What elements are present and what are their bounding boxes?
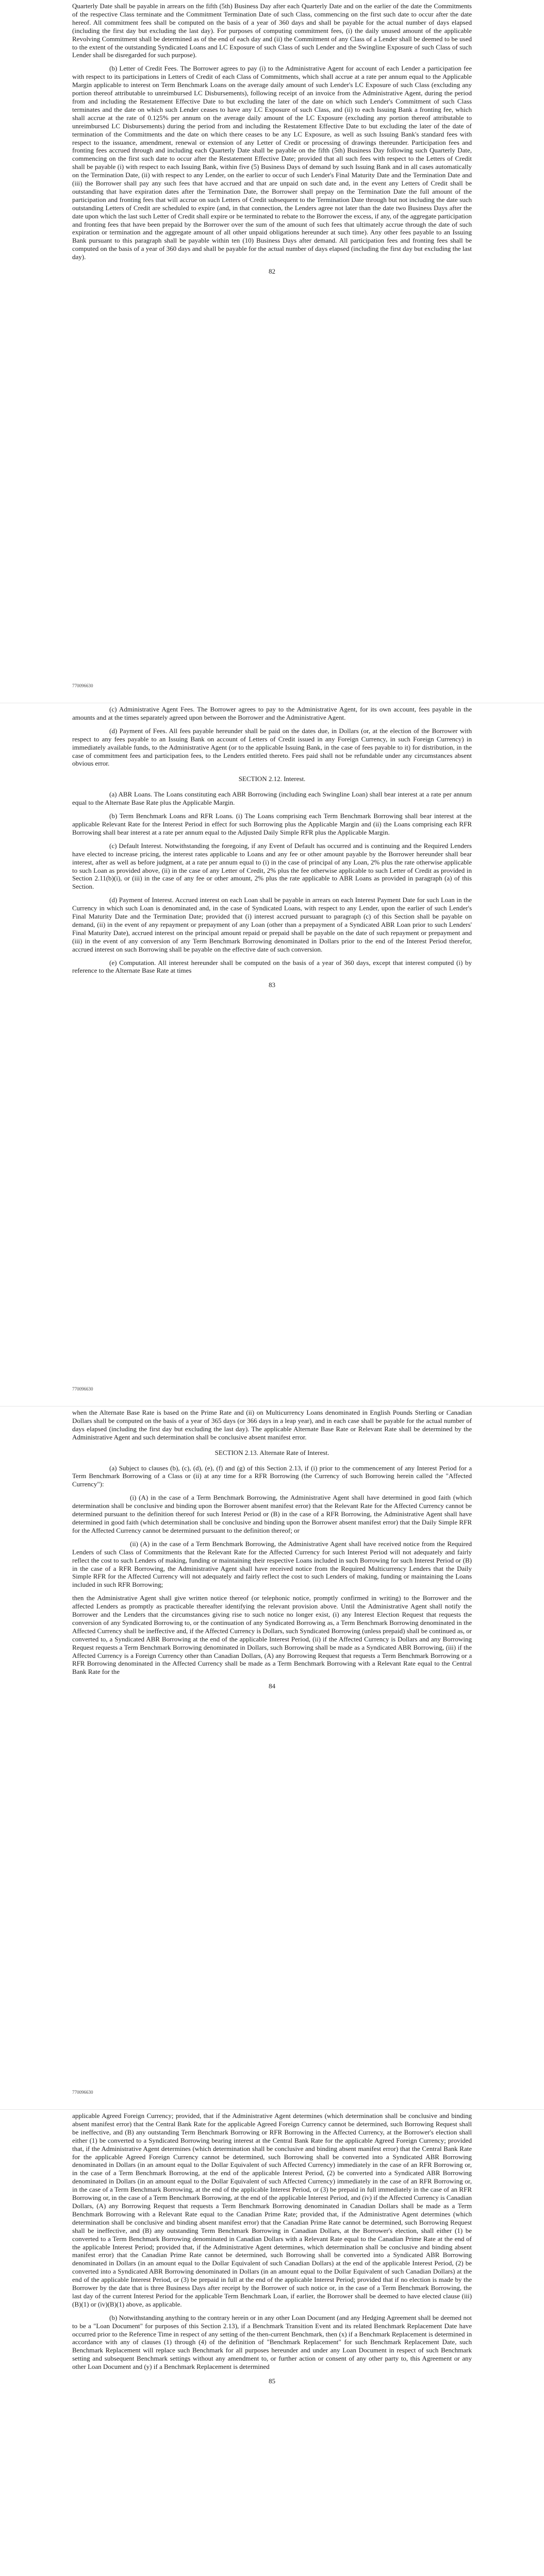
- paragraph: (a) Subject to clauses (b), (c), (d), (e), (f) and (g) of this Section 2.13, if (i) prior to the commencement of any Interest Period for a Term Benchmark Borrowing of a Class or (ii) at any time for a RFR Borrowing (the Currency of such Borrowing herein called the "Affected Currency"):: [72, 1464, 472, 1488]
- paragraph: then the Administrative Agent shall give written notice thereof (or telephonic notice, promptly confirmed in writing) to the Borrower and the affected Lenders as promptly as practicable thereafter identifying the relevant provision above. Until the Administrative Agent shall notify the Borrower and the Lenders that the circumstances giving rise to such notice no longer exist, (i) any Interest Election Request that requests the conversion of any Syndicated Borrowing to, or the continuation of any Syndicated Borrowing as, a Term Benchmark Borrowing denominated in the Affected Currency shall be ineffective and, if the Affected Currency is Dollars, such Syndicated Borrowing (unless prepaid) shall be continued as, or converted to, a Syndicated ABR Borrowing at the end of the applicable Interest Period, (ii) if the Affected Currency is Dollars and any Borrowing Request requests a Term Benchmark Borrowing denominated in Dollars, such Borrowing shall be made as a Syndicated ABR Borrowing, (iii) if the Affected Currency is a Foreign Currency other than Canadian Dollars, (A) any Borrowing Request that requests a Term Benchmark Borrowing or a RFR Borrowing denominated in the Affected Currency shall be made as a Term Benchmark Borrowing with a Relevant Rate equal to the Central Bank Rate for the: [72, 1594, 472, 1676]
- paragraph: (d) Payment of Fees. All fees payable hereunder shall be paid on the dates due, in Dollars (or, at the election of the Borrower with respect to any fees payable to an Issuing Bank on account of Letters of Credit issued in any Foreign Currency, in such Foreign Currency) in immediately available funds, to the Administrative Agent (or to the applicable Issuing Bank, in the case of fees payable to it) for distribution, in the case of commitment fees and participation fees, to the Lenders entitled thereto. Fees paid shall not be refundable under any circumstances absent obvious error.: [72, 726, 472, 768]
- page-number: 83: [269, 981, 275, 989]
- paragraph: (a) ABR Loans. The Loans constituting each ABR Borrowing (including each Swingline Loan) shall bear interest at a rate per annum equal to the Alternate Base Rate plus the Applicable Margin.: [72, 790, 472, 807]
- page-number: 84: [269, 1682, 275, 1690]
- paragraph: (b) Notwithstanding anything to the contrary herein or in any other Loan Document (and any Hedging Agreement shall be deemed not to be a "Loan Document" for purposes of this Section 2.13), if a Benchmark Transition Event and its related Benchmark Replacement Date have occurred prior to the Reference Time in respect of any setting of the then-current Benchmark, then (x) if a Benchmark Replacement is determined in accordance with any of clauses (1) through (4) of the definition of "Benchmark Replacement" for such Benchmark Replacement Date, such Benchmark Replacement will replace such Benchmark for all purposes hereunder and under any Loan Document in respect of such Benchmark setting and subsequent Benchmark settings without any amendment to, or further action or consent of any other party to, this Agreement or any other Loan Document and (y) if a Benchmark Replacement is determined: [72, 2313, 472, 2371]
- paragraph: when the Alternate Base Rate is based on the Prime Rate and (ii) on Multicurrency Loans denominated in English Pounds Sterling or Canadian Dollars shall be computed on the basis of a year of 365 days (or 366 days in a leap year), and in each case shall be payable for the actual number of days elapsed (including the first day but excluding the last day). The applicable Alternate Base Rate or Relevant Rate shall be determined by the Administrative Agent and such determination shall be conclusive absent manifest error.: [72, 1409, 472, 1441]
- paragraph: (ii) (A) in the case of a Term Benchmark Borrowing, the Administrative Agent shall have received notice from the Required Lenders of such Class of Commitments that the Relevant Rate for the Affected Currency for such Interest Period will not adequately and fairly reflect the cost to such Lenders of making, funding or maintaining their respective Loans included in such Borrowing for such Interest Period or (B) in the case of a RFR Borrowing, the Administrative Agent shall have received notice from the Required Multicurrency Lenders that the Daily Simple RFR for the Affected Currency will not adequately and fairly reflect the cost to such Lenders of making, funding or maintaining the Loans included in such RFR Borrowing;: [72, 1539, 472, 1589]
- paragraph: (i) (A) in the case of a Term Benchmark Borrowing, the Administrative Agent shall have determined in good faith (which determination shall be conclusive and binding upon the Borrower absent manifest error) that the Relevant Rate for the Affected Currency cannot be determined pursuant to the definition thereof for such Interest Period or (B) in the case of a RFR Borrowing, the Administrative Agent shall have determined in good faith (which determination shall be conclusive and binding upon the Borrower absent manifest error) that the Daily Simple RFR for the Affected Currency cannot be determined pursuant to the definition thereof; or: [72, 1494, 472, 1534]
- paragraph: Quarterly Date shall be payable in arrears on the fifth (5th) Business Day after each Quarterly Date and on the earlier of the date the Commitments of the respective Class terminate and the Commitment Termination Date of such Class, commencing on the first such date to occur after the date hereof. All commitment fees shall be computed on the basis of a year of 360 days and shall be payable for the actual number of days elapsed (including the first day but excluding the last day). For purposes of computing commitment fees, (i) the daily unused amount of the applicable Revolving Commitment shall be determined as of the end of each day and (ii) the Commitment of any Class of a Lender shall be deemed to be used to the extent of the outstanding Syndicated Loans and LC Exposure of such Class of such Lender and the Swingline Exposure of such Class of such Lender shall be disregarded for such purpose).: [72, 2, 472, 59]
- document-id: 770096630: [72, 2090, 93, 2095]
- document-page: [0, 1406, 544, 2110]
- document-id: 770096630: [72, 1386, 93, 1392]
- page-number: 82: [269, 267, 275, 276]
- paragraph: (d) Payment of Interest. Accrued interest on each Loan shall be payable in arrears on each Interest Payment Date for such Loan in the Currency in which such Loan is denominated and, in the case of Syndicated Loans, with respect to any Lender, upon the earlier of such Lender's Final Maturity Date and the Termination Date; provided that (i) interest accrued pursuant to paragraph (c) of this Section shall be payable on demand, (ii) in the event of any repayment or prepayment of any Loan (other than a prepayment of a Syndicated ABR Loan prior to such Lenders' Final Maturity Date), accrued interest on the principal amount repaid or prepaid shall be payable on the date of such repayment or prepayment and (iii) in the event of any conversion of any Term Benchmark Borrowing denominated in Dollars prior to the end of the Interest Period therefor, accrued interest on such Borrowing shall be payable on the effective date of such conversion.: [72, 896, 472, 953]
- paragraph: (c) Default Interest. Notwithstanding the foregoing, if any Event of Default has occurred and is continuing and the Required Lenders have elected to increase pricing, the interest rates applicable to Loans and any fee or other amount payable by the Borrower hereunder shall bear interest, after as well as before judgment, at a rate per annum equal to (i) in the case of principal of any Loan, 2% plus the rate otherwise applicable to such Loan as provided above, (ii) in the case of any Letter of Credit, 2% plus the fee otherwise applicable to such Letter of Credit as provided in Section 2.11(b)(i), or (iii) in the case of any fee or other amount, 2% plus the rate applicable to ABR Loans as provided in paragraph (a) of this Section.: [72, 841, 472, 891]
- paragraph: (b) Term Benchmark Loans and RFR Loans. (i) The Loans comprising each Term Benchmark Borrowing shall bear interest at the applicable Relevant Rate for the Interest Period in effect for such Borrowing plus the Applicable Margin and (ii) the Loans comprising each RFR Borrowing shall bear interest at a rate per annum equal to the Adjusted Daily Simple RFR plus the Applicable Margin.: [72, 812, 472, 836]
- paragraph: (e) Computation. All interest hereunder shall be computed on the basis of a year of 360 days, except that interest computed (i) by reference to the Alternate Base Rate at times: [72, 958, 472, 975]
- document-page: [0, 0, 544, 703]
- document-page: [0, 703, 544, 1406]
- section-heading: SECTION 2.12. Interest.: [238, 775, 306, 783]
- paragraph: applicable Agreed Foreign Currency; provided, that if the Administrative Agent determines (which determination shall be conclusive and binding absent manifest error) that the Central Bank Rate for the applicable Agreed Foreign Currency cannot be determined, such Borrowing Request shall be ineffective, and (B) any outstanding Term Benchmark Borrowing or RFR Borrowing in the Affected Currency, at the Borrower's election shall either (1) be converted to a Syndicated Borrowing bearing interest at the Central Bank Rate for the applicable Agreed Foreign Currency; provided that, if the Administrative Agent determines (which determination shall be conclusive and binding absent manifest error) that the Central Bank Rate for the applicable Agreed Foreign Currency cannot be determined, such Borrowing shall be converted into a Syndicated ABR Borrowing denominated in Dollars (in an amount equal to the Dollar Equivalent of such Affected Currency) immediately in the case of an RFR Borrowing or, in the case of a Term Benchmark Borrowing, at the end of the applicable Interest Period, (2) be converted into a Syndicated ABR Borrowing denominated in Dollars (in an amount equal to the Dollar Equivalent of such Affected Currency) immediately in the case of an RFR Borrowing or, in the case of a Term Benchmark Borrowing, at the end of the applicable Interest Period, or (3) be prepaid in full immediately in the case of an RFR Borrowing or, in the case of a Term Benchmark Borrowing, at the end of the applicable Interest Period, and (iv) if the Affected Currency is Canadian Dollars, (A) any Borrowing Request that requests a Term Benchmark Borrowing denominated in Canadian Dollars shall be made as a Term Benchmark Borrowing with a Relevant Rate equal to the Canadian Prime Rate; provided that, if the Administrative Agent determines (which determination shall be conclusive and binding absent manifest error) that the Canadian Prime Rate cannot be determined, such Borrowing Request shall be ineffective, and (B) any outstanding Term Benchmark Borrowing in Canadian Dollars, at the Borrower's election, shall either (1) be converted to a Term Benchmark Borrowing denominated in Canadian Dollars with a Relevant Rate equal to the Canadian Prime Rate at the end of the applicable Interest Period; provided that, if the Administrative Agent determines, which determination shall be conclusive and binding absent manifest error) that the Canadian Prime Rate cannot be determined, such Borrowing shall be converted into a Syndicated ABR Borrowing denominated in Dollars (in an amount equal to the Dollar Equivalent of such Canadian Dollars) at the end of the applicable Interest Period, (2) be converted into a Syndicated ABR Borrowing denominated in Dollars (in an amount equal to the Dollar Equivalent of such Canadian Dollars) at the end of the applicable Interest Period, or (3) be prepaid in full at the end of the applicable Interest Period; provided that if no election is made by the Borrower by the date that is three Business Days after receipt by the Borrower of such notice or, in the case of a Term Benchmark Borrowing, the last day of the current Interest Period for the applicable Term Benchmark Loan, if earlier, the Borrower shall be deemed to have elected clause (iii)(B)(1) or (iv)(B)(1) above, as applicable.: [72, 2112, 472, 2308]
- document-page: [0, 2110, 544, 2576]
- document-id: 770096630: [72, 683, 93, 688]
- page-number: 85: [269, 2377, 275, 2385]
- paragraph: (b) Letter of Credit Fees. The Borrower agrees to pay (i) to the Administrative Agent for account of each Lender a participation fee with respect to its participations in Letters of Credit of each Class of Commitments, which shall accrue at a rate per annum equal to the Applicable Margin applicable to interest on Term Benchmark Loans on the average daily amount of such Lender's LC Exposure of such Class (excluding any portion thereof attributable to unreimbursed LC Disbursements), following receipt of an invoice from the Administrative Agent, during the period from and including the Restatement Effective Date to but excluding the later of the date on which such Lender's Commitment of such Class terminates and the date on which such Lender ceases to have any LC Exposure of such Class, and (ii) to each Issuing Bank a fronting fee, which shall accrue at the rate of 0.125% per annum on the average daily amount of the LC Exposure (excluding any portion thereof attributable to unreimbursed LC Disbursements) during the period from and including the Restatement Effective Date to but excluding the later of the date of termination of the Commitments and the date on which there ceases to be any LC Exposure, as well as such Issuing Bank's standard fees with respect to the issuance, amendment, renewal or extension of any Letter of Credit or processing of drawings thereunder. Participation fees and fronting fees accrued through and including each Quarterly Date shall be payable on the fifth (5th) Business Day following such Quarterly Date, commencing on the first such date to occur after the Restatement Effective Date; provided that all such fees with respect to the Letters of Credit shall be payable (i) with respect to each Issuing Bank, within five (5) Business Days of demand by such Issuing Bank and in all cases automatically on the Termination Date, (ii) with respect to any Lender, on the earlier to occur of such Lender's Final Maturity Date and the Termination Date and (iii) the Borrower shall pay any such fees that have accrued and that are unpaid on such date and, in the event any Letters of Credit shall be outstanding that have expiration dates after the Termination Date, the Borrower shall prepay on the Termination Date the full amount of the participation and fronting fees that will accrue on such Letters of Credit subsequent to the Termination Date through but not including the date such outstanding Letters of Credit are scheduled to expire (and, in that connection, the Lenders agree not later than the date two Business Days after the date upon which the last such Letter of Credit shall expire or be terminated to rebate to the Borrower the excess, if any, of the aggregate participation and fronting fees that have been prepaid by the Borrower over the sum of the amount of such fees that ultimately accrue through the date of such expiration or termination and the aggregate amount of all other unpaid obligations hereunder at such time). Any other fees payable to an Issuing Bank pursuant to this paragraph shall be payable within ten (10) Business Days after demand. All participation fees and fronting fees shall be computed on the basis of a year of 360 days and shall be payable for the actual number of days elapsed (including the first day but excluding the last day).: [72, 64, 472, 261]
- paragraph: (c) Administrative Agent Fees. The Borrower agrees to pay to the Administrative Agent, for its own account, fees payable in the amounts and at the times separately agreed upon between the Borrower and the Administrative Agent.: [72, 705, 472, 721]
- section-heading: SECTION 2.13. Alternate Rate of Interest.: [215, 1448, 329, 1456]
